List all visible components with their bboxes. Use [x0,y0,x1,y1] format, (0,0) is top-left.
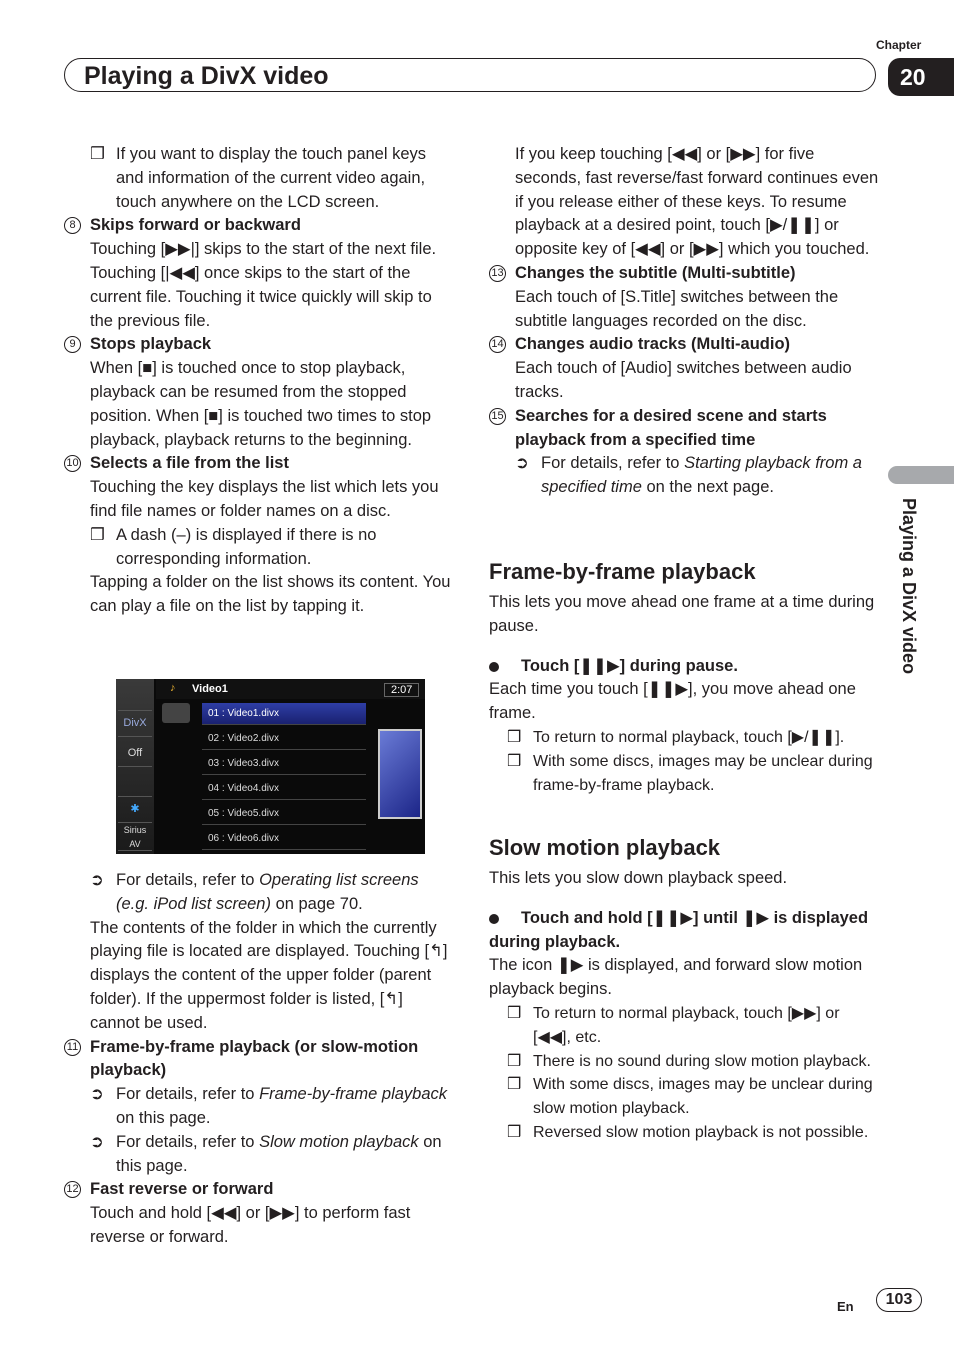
note-box-icon: ❒ [507,1004,522,1022]
note-box-icon: ❒ [507,1123,522,1141]
screen-folder-name: Video1 [192,683,228,695]
right-column [489,143,879,500]
screen-list-row: 01 : Video1.divx [202,703,366,725]
item-15-heading: 15 Searches for a desired scene and starts playback from a specified time [489,405,879,453]
item-8-body: Touching [▶▶|] skips to the start of the next file. Touching [|◀◀] once skips to the start of the current file. Touching it twice quickly will skip to the previous file. [90,240,437,330]
item-10-heading: 10 Selects a file from the list [64,452,456,476]
circled-number: 8 [64,217,81,234]
circled-number: 12 [64,1181,81,1198]
item-12-body: Touch and hold [◀◀] or [▶▶] to perform fast reverse or forward. [90,1204,411,1246]
slow-note-3: ❒ With some discs, images may be unclear during slow motion playback. [489,1073,879,1121]
circled-number: 11 [64,1039,81,1056]
screen-side-button [118,683,152,711]
chapter-label: Chapter [876,38,922,52]
item-14-body: Each touch of [Audio] switches between audio tracks. [515,359,852,401]
screen-list-row: 06 : Video6.divx [202,828,366,850]
item-10-body: Touching the key displays the list which lets you find file names or folder names on a disc. [90,478,439,520]
frame-heading: Frame-by-frame playback [489,559,756,584]
screen-clock: 2:07 [384,683,419,697]
chapter-number-badge: 20 [888,58,954,96]
ref-slow: ➲ For details, refer to Slow motion playback on this page. [90,1132,442,1175]
arrow-icon: ➲ [515,454,529,473]
list-screen-image [116,679,425,854]
frame-body: Each time you touch [❚❚▶], you move ahead one frame. [489,680,856,723]
frame-intro: This lets you move ahead one frame at a time during pause. [489,593,875,635]
slow-bullet: Touch and hold [❚❚▶] until ❚▶ is displayed during playback. [489,908,869,951]
item-10-note: ❒ A dash (–) is displayed if there is no corresponding information. [90,525,377,568]
slow-note-4: ❒ Reversed slow motion playback is not possible. [489,1121,879,1145]
slow-note-1: ❒ To return to normal playback, touch [▶▶] or [◀◀], etc. [489,1002,879,1050]
item-12-heading: 12 Fast reverse or forward [64,1178,456,1202]
note-box-icon: ❒ [507,728,522,746]
circled-number: 13 [489,265,506,282]
item-14-heading: 14 Changes audio tracks (Multi-audio) [489,333,879,357]
page-title: Playing a DivX video [84,62,329,90]
keep-touching-text: If you keep touching [◀◀] or [▶▶] for five seconds, fast reverse/fast forward continues even if you release either of these keys. To resume playback at a desired point, touch [▶/❚❚] or opposite key of [◀◀] or [▶▶] which you touched. [515,145,879,259]
folder-text: The contents of the folder in which the currently playing file is located are displayed. Touching [↰] displays the content of the upper folder (parent folder). If the uppermost folder is listed, [↰] cannot be used. [90,918,448,1032]
frame-bullet: Touch [❚❚▶] during pause. [489,655,879,679]
screen-topbar [156,679,425,699]
arrow-icon: ➲ [90,871,104,889]
slow-body: The icon ❚▶ is displayed, and forward slow motion playback begins. [489,956,863,999]
note-box-icon: ❒ [507,1076,522,1094]
slow-section [489,833,879,1145]
item-13-body: Each touch of [S.Title] switches between the subtitle languages recorded on the disc. [515,287,839,330]
arrow-icon: ➲ [90,1132,104,1151]
ref-frame: ➲ For details, refer to Frame-by-frame playback on this page. [90,1085,448,1127]
slow-heading: Slow motion playback [489,835,721,860]
note-touch-panel: ❒ If you want to display the touch panel keys and information of the current video again, touch anywhere on the LCD screen. [90,145,427,211]
left-column [64,143,456,619]
note-box-icon: ❒ [507,1052,522,1070]
folder-up-icon [162,703,190,723]
circled-number: 15 [489,408,506,425]
screen-side-button: DivX [118,709,152,737]
screen-list-row: 04 : Video4.divx [202,778,366,800]
item-13-heading: 13 Changes the subtitle (Multi-subtitle) [489,262,879,286]
screen-list-row: 02 : Video2.divx [202,728,366,750]
slow-note-2: ❒ There is no sound during slow motion playback. [489,1050,879,1074]
item-10-body2: Tapping a folder on the list shows its content. You can play a file on the list by tapping it. [90,573,451,616]
note-box-icon: ❒ [90,145,105,163]
language-label: En [837,1299,854,1314]
screen-side-panel [116,679,154,854]
item-9-body: When [■] is touched once to stop playback, playback can be resumed from the stopped position. When [■] is touched two times to stop playback, playback returns to the beginning. [90,359,432,449]
circled-number: 10 [64,455,81,472]
left-column-lower [64,869,456,1250]
frame-section [489,557,879,797]
bluetooth-icon: ✱ [118,795,152,823]
frame-note-2: ❒ With some discs, images may be unclear during frame-by-frame playback. [489,750,879,798]
ref-start-playback: ➲ For details, refer to Starting playback from a specified time on the next page. [515,454,862,497]
note-box-icon: ❒ [90,525,105,544]
screen-side-button: Sirius AV [118,823,152,851]
screen-side-button: Off [118,739,152,767]
circled-number: 9 [64,336,81,353]
page-number: 103 [876,1288,922,1312]
circled-number: 14 [489,336,506,353]
frame-note-1: ❒ To return to normal playback, touch [▶/❚❚]. [489,726,879,750]
arrow-icon: ➲ [90,1085,104,1104]
screen-side-button [118,769,152,797]
side-tab-bar [888,466,954,484]
bullet-dot [489,914,499,924]
slow-intro: This lets you slow down playback speed. [489,869,788,887]
item-8-heading: 8 Skips forward or backward [64,214,456,238]
music-note-icon: ♪ [170,682,176,694]
side-tab-label: Playing a DivX video [899,498,919,675]
screen-thumbnail [378,729,422,819]
bullet-dot [489,662,499,672]
screen-list-row: 03 : Video3.divx [202,753,366,775]
screen-list-row: 05 : Video5.divx [202,803,366,825]
ref-list-screens: ➲ For details, refer to Operating list screens (e.g. iPod list screen) on page 70. [90,871,419,913]
note-box-icon: ❒ [507,752,522,770]
item-11-heading: 11 Frame-by-frame playback (or slow-motion playback) [64,1036,456,1084]
item-9-heading: 9 Stops playback [64,333,456,357]
